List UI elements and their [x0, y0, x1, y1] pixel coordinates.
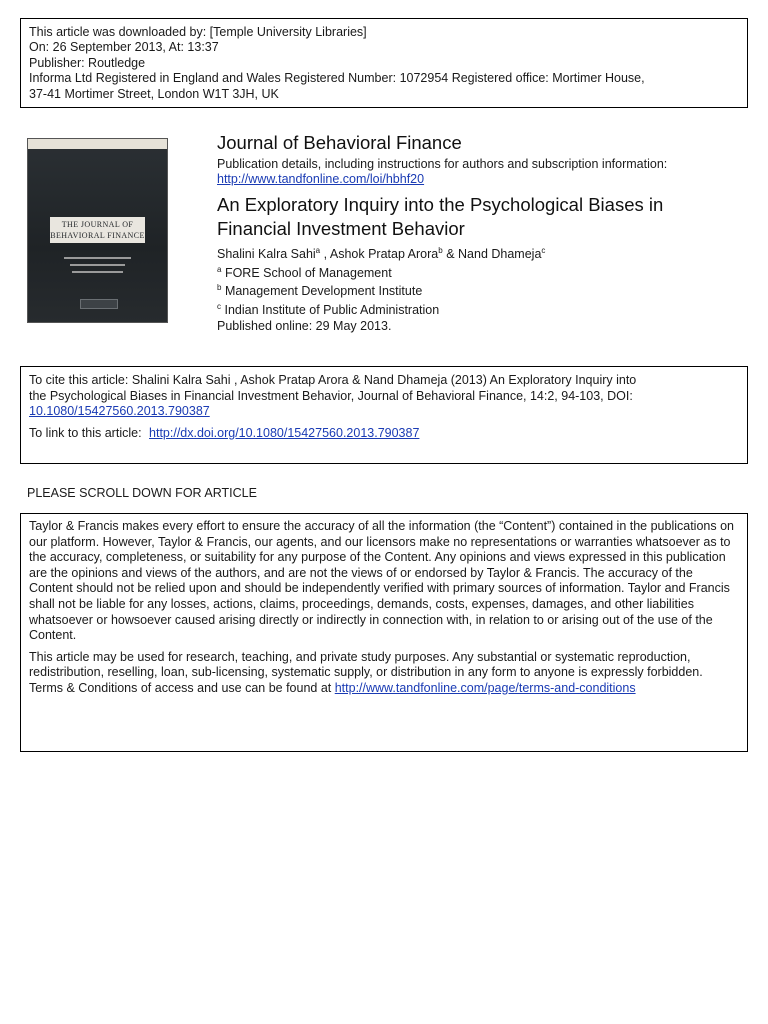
author-affil-mark: c	[541, 246, 546, 255]
published-date: Published online: 29 May 2013.	[217, 319, 392, 333]
cover-title-line1: THE JOURNAL OF	[61, 220, 134, 229]
cover-text-line	[72, 271, 123, 273]
link-row	[29, 426, 739, 442]
cover-top-strip	[28, 139, 167, 149]
scroll-notice: PLEASE SCROLL DOWN FOR ARTICLE	[27, 486, 257, 500]
article-title	[217, 193, 748, 241]
journal-url-link[interactable]: http://www.tandfonline.com/loi/hbhf20	[217, 172, 425, 186]
disclaimer-box	[20, 513, 748, 752]
affil-mark: c	[217, 301, 221, 311]
author-list	[217, 245, 748, 264]
affil-mark: a	[217, 264, 222, 274]
citation-box	[20, 366, 748, 464]
affil-mark: b	[217, 283, 222, 292]
affiliation-text: Indian Institute of Public Administration	[224, 302, 440, 317]
affiliation-text: Management Development Institute	[224, 284, 423, 298]
author-name: Nand Dhameja	[458, 247, 542, 261]
affiliation-text: FORE School of Management	[224, 265, 392, 280]
article-doi-url-link[interactable]: http://dx.doi.org/10.1080/15427560.2013.790387	[149, 425, 420, 440]
doi-link[interactable]: 10.1080/15427560.2013.790387	[29, 404, 210, 419]
article-title-line2: Financial Investment Behavior	[217, 218, 465, 239]
cover-title-line2: BEHAVIORAL FINANCE	[50, 231, 145, 240]
journal-cover-image	[27, 138, 168, 323]
journal-name: Journal of Behavioral Finance	[217, 132, 462, 153]
registration: Informa Ltd Registered in England and Wales Registered Number: 1072954 Registered office: Mortimer House,	[29, 71, 645, 86]
terms-link[interactable]: http://www.tandfonline.com/page/terms-and-conditions	[334, 680, 636, 695]
author-name: Shalini Kalra Sahi	[217, 247, 316, 261]
publisher: Publisher: Routledge	[29, 55, 146, 70]
article-title-line1: An Exploratory Inquiry into the Psychological Biases in	[217, 194, 664, 215]
download-info-box	[20, 18, 748, 108]
link-label: To link to this article:	[29, 425, 142, 440]
author-affil-mark: a	[315, 246, 321, 255]
cite-line2: the Psychological Biases in Financial Investment Behavior, Journal of Behavioral Finance, 14:2, 94-103, DOI:	[29, 388, 633, 403]
download-line: This article was downloaded by: [Temple University Libraries]	[29, 25, 367, 39]
usage-text: This article may be used for research, teaching, and private study purposes. Any substantial or systematic reproduction, redistribution, reselling, loan, sub-licensing, systematic supply, or distribution in any form to anyone is expressly forbidden. Terms & Conditions of access and use can be found at	[29, 649, 703, 695]
publication-details	[217, 157, 748, 187]
affiliation-a	[217, 264, 748, 283]
author-separator: ,	[320, 247, 330, 261]
address: 37-41 Mortimer Street, London W1T 3JH, UK	[29, 86, 279, 101]
cite-line1: To cite this article: Shalini Kalra Sahi , Ashok Pratap Arora & Nand Dhameja (2013) An Exploratory Inquiry into	[29, 373, 637, 387]
disclaimer-paragraph: Taylor & Francis makes every effort to ensure the accuracy of all the information (the “Content”) contained in the publications on our platform. However, Taylor & Francis, our agents, and our licensors make no representations or warranties whatsoever as to the accuracy, completeness, or suitability for any purpose of the Content. Any opinions and views expressed in this publication are the opinions and views of the authors, and are not the views of or endorsed by Taylor & Francis. The accuracy of the Content should not be relied upon and should be independently verified with primary sources of information. Taylor and Francis shall not be liable for any losses, actions, claims, proceedings, demands, costs, expenses, damages, and other liabilities whatsoever or howsoever caused arising directly or indirectly in connection with, in relation to or arising out of the use of the Content.	[29, 519, 734, 643]
author-separator: &	[442, 247, 459, 261]
article-info	[217, 132, 748, 334]
publisher-logo-icon	[80, 299, 118, 309]
usage-paragraph	[29, 650, 739, 697]
author-affil-mark: b	[438, 246, 443, 255]
affiliation-c	[217, 301, 748, 320]
publication-details-text: Publication details, including instructions for authors and subscription information:	[217, 157, 668, 171]
affiliation-b	[217, 282, 748, 301]
author-name: Ashok Pratap Arora	[329, 247, 439, 261]
authors-block	[217, 245, 748, 334]
download-date: On: 26 September 2013, At: 13:37	[29, 40, 219, 55]
cover-text-line	[64, 257, 131, 259]
cover-text-line	[70, 264, 125, 266]
